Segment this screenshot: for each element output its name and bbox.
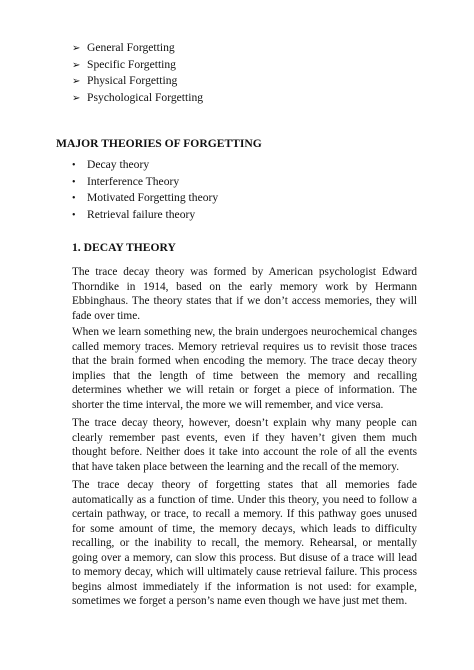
decay-theory-heading: 1. DECAY THEORY bbox=[72, 241, 176, 254]
paragraph: The trace decay theory of forgetting states that all memories fade automatically as a function of time. Under this theory, you need to follow a certain pathway, or trace, to recall a memory. If this pathway goes unused for some amount of time, the memory decays, which leads to difficulty recalling, or the inability to recall, the memory. Rehearsal, or mentally going over a memory, can slow this process. But disuse of a trace will lead to memory decay, which will ultimately cause retrieval failure. This process begins almost immediately if the information is not used: for example, sometimes we forget a person’s name even though we have just met them. bbox=[72, 479, 417, 607]
list-item-text: General Forgetting bbox=[87, 41, 175, 54]
bullet-icon: • bbox=[72, 209, 76, 221]
theories-list bbox=[72, 157, 218, 223]
bullet-icon: • bbox=[72, 160, 76, 171]
list-item bbox=[72, 40, 203, 57]
list-item bbox=[72, 207, 218, 224]
list-item bbox=[72, 57, 203, 74]
list-item-text: Retrieval failure theory bbox=[87, 207, 196, 221]
list-item bbox=[72, 90, 203, 107]
list-item-text: Psychological Forgetting bbox=[87, 90, 204, 104]
arrow-bullet-icon: ➢ bbox=[72, 59, 81, 71]
arrow-bullet-icon: ➢ bbox=[72, 92, 81, 104]
list-item-text: Physical Forgetting bbox=[87, 74, 178, 88]
arrow-bullet-icon: ➢ bbox=[72, 76, 81, 88]
list-item-text: Specific Forgetting bbox=[87, 57, 176, 71]
paragraph: When we learn something new, the brain undergoes neurochemical changes called memory traces. Memory retrieval requires us to revisit those traces that the brain formed when encoding the memory. The trace decay theory implies that the length of time between the memory and recalling determines whether we will retain or forget a piece of information. The shorter the time interval, the more we will remember, and vice versa. bbox=[72, 326, 417, 411]
paragraph: The trace decay theory, however, doesn’t explain why many people can clearly remember past events, even if they haven’t given them much thought before. Neither does it take into account the role of all the events that have taken place between the learning and the recall of the memory. bbox=[72, 417, 417, 473]
list-item bbox=[72, 157, 218, 174]
list-item bbox=[72, 174, 218, 191]
list-item-text: Interference Theory bbox=[87, 174, 180, 188]
list-item-text: Motivated Forgetting theory bbox=[87, 191, 219, 205]
list-item bbox=[72, 73, 203, 90]
list-item bbox=[72, 190, 218, 207]
paragraph: The trace decay theory was formed by American psychologist Edward Thorndike in 1914, based on the early memory work by Hermann Ebbinghaus. The theory states that if we don’t access memories, they will fade over time. bbox=[72, 266, 417, 322]
list-item-text: Decay theory bbox=[87, 158, 150, 171]
arrow-bullet-icon: ➢ bbox=[72, 43, 81, 54]
forgetting-types-list bbox=[72, 40, 203, 106]
major-theories-heading: MAJOR THEORIES OF FORGETTING bbox=[56, 137, 262, 150]
bullet-icon: • bbox=[72, 193, 76, 205]
bullet-icon: • bbox=[72, 176, 76, 188]
